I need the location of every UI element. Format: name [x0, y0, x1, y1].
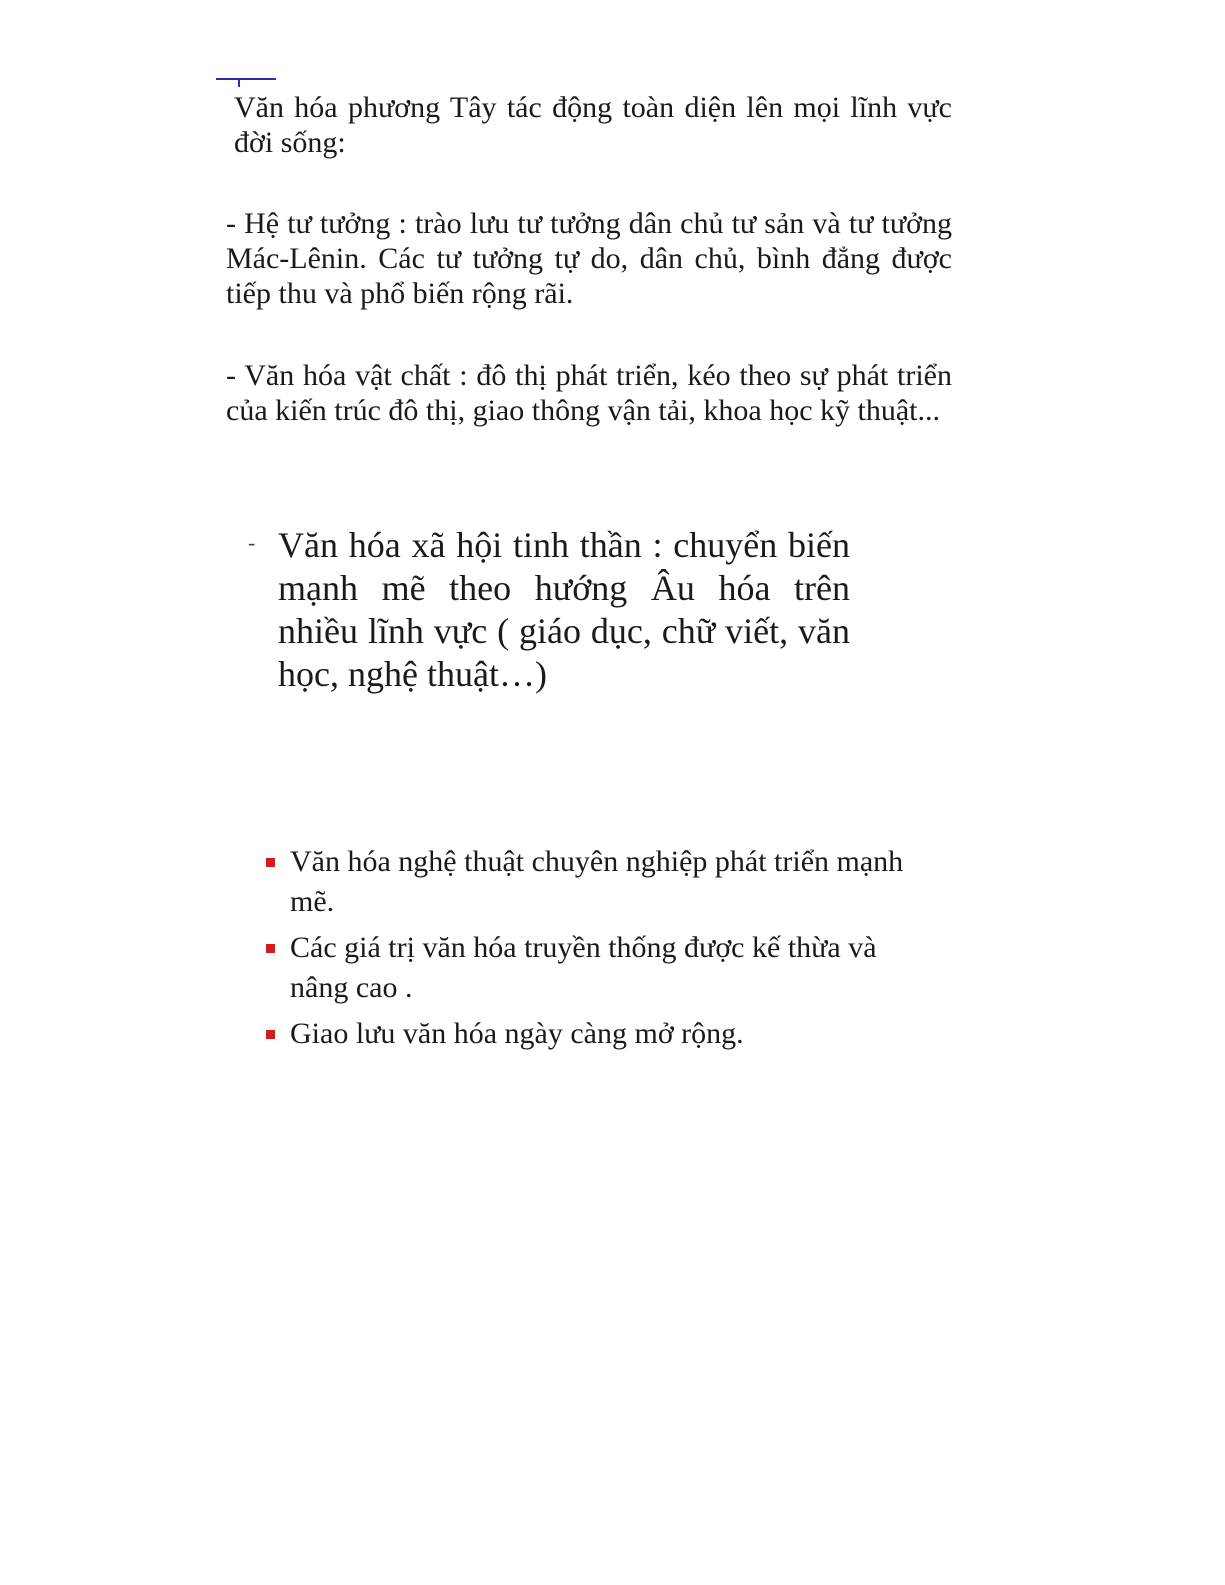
corner-crop-mark	[216, 78, 276, 88]
red-square-bullet-icon	[266, 858, 275, 867]
list-item	[262, 928, 942, 1008]
material-culture-paragraph: - Văn hóa vật chất : đô thị phát triển, kéo theo sự phát triển của kiến trúc đô thị, giao thông vận tải, khoa học kỹ thuật...	[226, 359, 952, 427]
list-item	[262, 1014, 942, 1054]
dash-marker: -	[248, 530, 256, 555]
intro-paragraph: Văn hóa phương Tây tác động toàn diện lên mọi lĩnh vực đời sống:	[234, 91, 952, 159]
social-spiritual-item	[246, 524, 850, 696]
social-spiritual-text: Văn hóa xã hội tinh thần : chuyển biến mạnh mẽ theo hướng Âu hóa trên nhiều lĩnh vực ( giáo dục, chữ viết, văn học, nghệ thuật…)	[278, 525, 850, 694]
bullet-text: Các giá trị văn hóa truyền thống được kế thừa và nâng cao .	[290, 931, 877, 1004]
list-item	[262, 842, 942, 922]
bullet-list	[262, 842, 942, 1060]
red-square-bullet-icon	[266, 944, 275, 953]
bullet-text: Giao lưu văn hóa ngày càng mở rộng.	[290, 1017, 744, 1050]
red-square-bullet-icon	[266, 1030, 275, 1039]
corner-mark-vertical	[238, 78, 240, 87]
corner-mark-horizontal	[216, 78, 276, 80]
ideology-paragraph: - Hệ tư tưởng : trào lưu tư tưởng dân chủ tư sản và tư tưởng Mác-Lênin. Các tư tưởng tự do, dân chủ, bình đẳng được tiếp thu và phổ biến rộng rãi.	[226, 207, 952, 310]
bullet-text: Văn hóa nghệ thuật chuyên nghiệp phát triển mạnh mẽ.	[290, 845, 904, 918]
